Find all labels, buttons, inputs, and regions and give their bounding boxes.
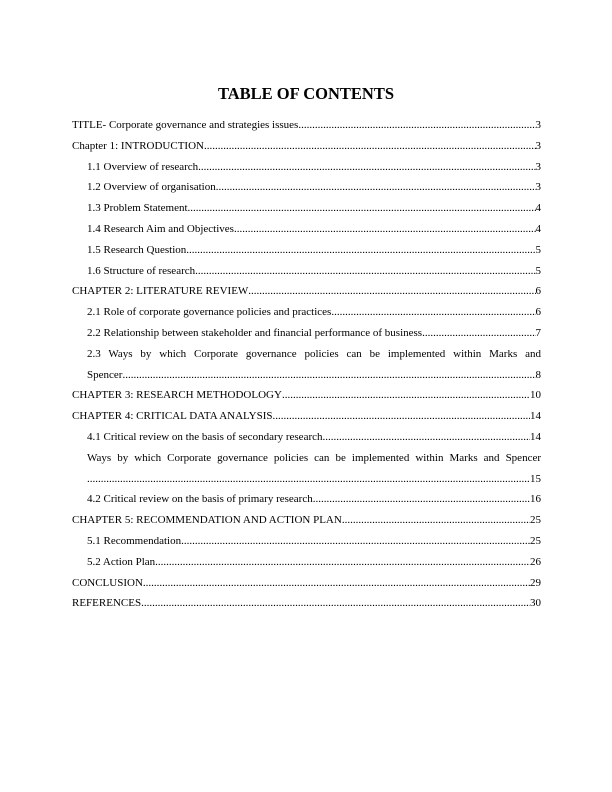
toc-entry-5-2[interactable]: 5.2 Action Plan ..... 26 [72, 552, 541, 573]
toc-entry-1-3[interactable]: 1.3 Problem Statement ..... 4 [72, 198, 541, 219]
toc-entry-1-5[interactable]: 1.5 Research Question ..... 5 [72, 240, 541, 261]
toc-entry-1-1[interactable]: 1.1 Overview of research ..... 3 [72, 157, 541, 178]
toc-entry-1-6[interactable]: 1.6 Structure of research ..... 5 [72, 261, 541, 282]
toc-entry-chapter-5[interactable]: CHAPTER 5: RECOMMENDATION AND ACTION PLAN ..... 25 [72, 510, 541, 531]
toc-entry-5-1[interactable]: 5.1 Recommendation ..... 25 [72, 531, 541, 552]
toc-entry-1-4[interactable]: 1.4 Research Aim and Objectives ..... 4 [72, 219, 541, 240]
toc-title: TABLE OF CONTENTS [217, 84, 395, 103]
toc-entry-chapter-1[interactable]: Chapter 1: INTRODUCTION ..... 3 [72, 136, 541, 157]
toc-entry-4-1[interactable]: 4.1 Critical review on the basis of secondary research ..... 14 [72, 427, 541, 448]
toc-entry-chapter-3[interactable]: CHAPTER 3: RESEARCH METHODOLOGY ..... 10 [72, 385, 541, 406]
toc-entry-conclusion[interactable]: CONCLUSION ..... 29 [72, 573, 541, 594]
toc-entry-2-2[interactable]: 2.2 Relationship between stakeholder and financial performance of business ..... 7 [72, 323, 541, 344]
toc-entry-chapter-2[interactable]: CHAPTER 2: LITERATURE REVIEW ..... 6 [72, 281, 541, 302]
toc-entry-title[interactable]: TITLE- Corporate governance and strategies issues ..... 3 [72, 115, 541, 136]
toc-entry-4-2[interactable]: 4.2 Critical review on the basis of primary research ..... 16 [72, 489, 541, 510]
toc-entry-ways-marks-spencer[interactable]: Ways by which Corporate governance policies can be implemented within Marks and Spencer ..... 15 [72, 448, 541, 490]
toc-entry-references[interactable]: REFERENCES ..... 30 [72, 593, 541, 614]
toc-entry-1-2[interactable]: 1.2 Overview of organisation ..... 3 [72, 177, 541, 198]
toc-entry-chapter-4[interactable]: CHAPTER 4: CRITICAL DATA ANALYSIS ..... 14 [72, 406, 541, 427]
table-of-contents [72, 115, 541, 614]
toc-entry-2-3[interactable]: 2.3 Ways by which Corporate governance policies can be implemented within Marks and Spencer ..... 8 [72, 344, 541, 386]
toc-entry-2-1[interactable]: 2.1 Role of corporate governance policies and practices ..... 6 [72, 302, 541, 323]
